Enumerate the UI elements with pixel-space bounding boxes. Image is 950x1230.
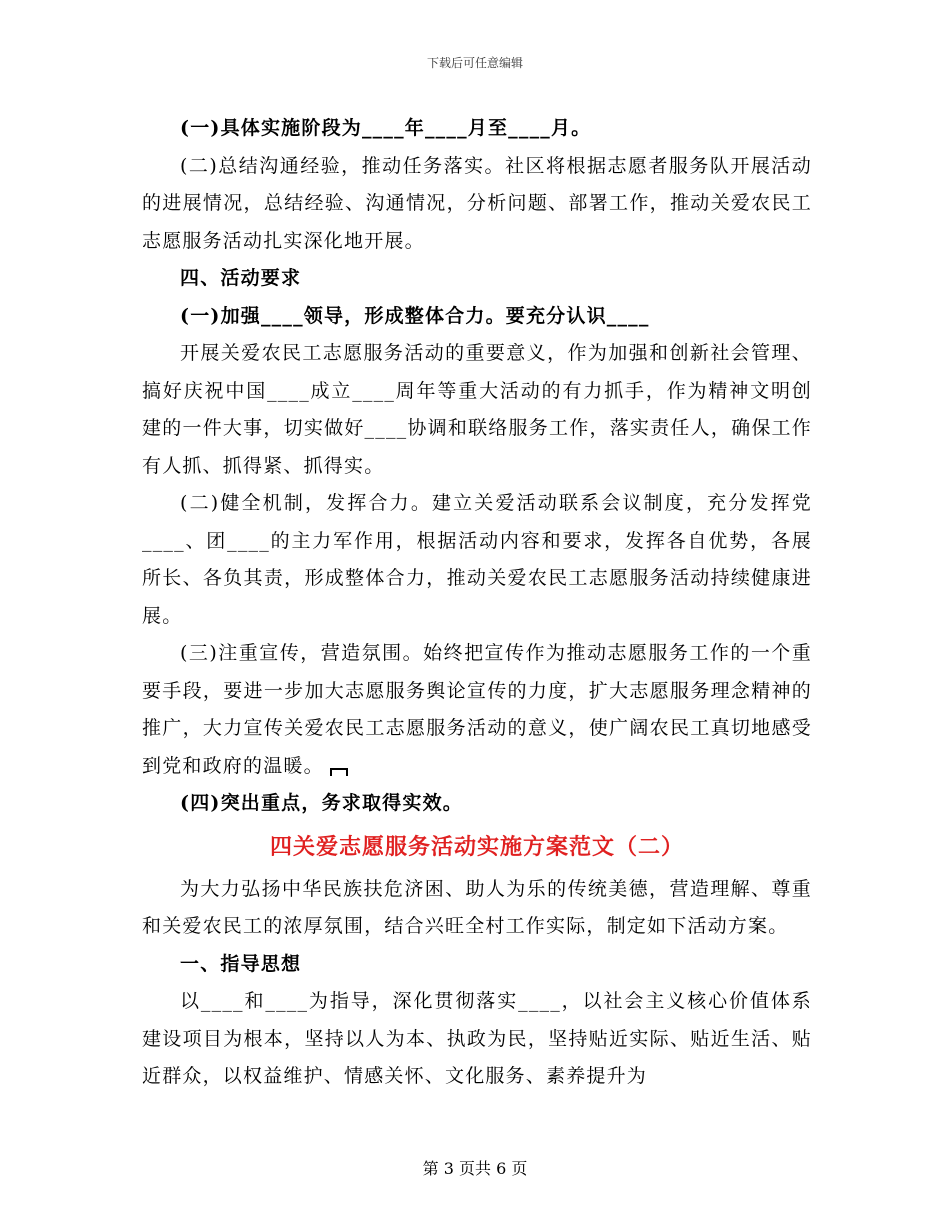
document-body <box>142 110 812 1096</box>
page-footer: 第 3 页共 6 页 <box>422 1159 528 1178</box>
paragraph-improve-mechanism: (二)健全机制，发挥合力。建立关爱活动联系会议制度，充分发挥党____、团____的主力军作用，根据活动内容和要求，发挥各自优势，各展所长、各负其责，形成整体合力，推动关爱农民工志愿服务活动持续健康进展。 <box>142 492 812 627</box>
paragraph-publicity-text: (三)注重宣传，营造氛围。始终把宣传作为推动志愿服务工作的一个重要手段，要进一步加大志愿服务舆论宣传的力度，扩大志愿服务理念精神的推广，大力宣传关爱农民工志愿服务活动的意义，使广阔农民工真切地感受到党和政府的温暖。 <box>142 642 812 777</box>
paragraph-importance: 开展关爱农民工志愿服务活动的重要意义，作为加强和创新社会管理、搞好庆祝中国____成立____周年等重大活动的有力抓手，作为精神文明创建的一件大事，切实做好____协调和联络服务工作，落实责任人，确保工作有人抓、抓得紧、抓得实。 <box>142 342 812 477</box>
implementation-period-heading: (一)具体实施阶段为____年____月至____月。 <box>180 117 592 139</box>
document-title: 四关爱志愿服务活动实施方案范文（二） <box>269 833 684 860</box>
editing-mark <box>330 768 348 776</box>
paragraph-publicity <box>142 635 812 785</box>
paragraph-summarize-experience: (二)总结沟通经验，推动任务落实。社区将根据志愿者服务队开展活动的进展情况，总结经验、沟通情况，分析问题、部署工作，推动关爱农民工志愿服务活动扎实深化地开展。 <box>142 154 812 252</box>
section-heading-activity-requirements: 四、活动要求 <box>180 267 302 289</box>
paragraph-introduction: 为大力弘扬中华民族扶危济困、助人为乐的传统美德，营造理解、尊重和关爱农民工的浓厚氛围，结合兴旺全村工作实际，制定如下活动方案。 <box>142 877 812 937</box>
page-header: 下载后可任意编辑 <box>426 56 523 70</box>
subheading-focus-results: (四)突出重点，务求取得实效。 <box>180 792 463 814</box>
paragraph-guiding-ideology: 以____和____为指导，深化贯彻落实____，以社会主义核心价值体系建设项目为根本，坚持以人为本、执政为民，坚持贴近实际、贴近生活、贴近群众，以权益维护、情感关怀、文化服务、素养提升为 <box>142 990 812 1087</box>
section-heading-guiding-ideology: 一、指导思想 <box>180 952 302 975</box>
subheading-strengthen-leadership: (一)加强____领导，形成整体合力。要充分认识____ <box>180 304 650 327</box>
